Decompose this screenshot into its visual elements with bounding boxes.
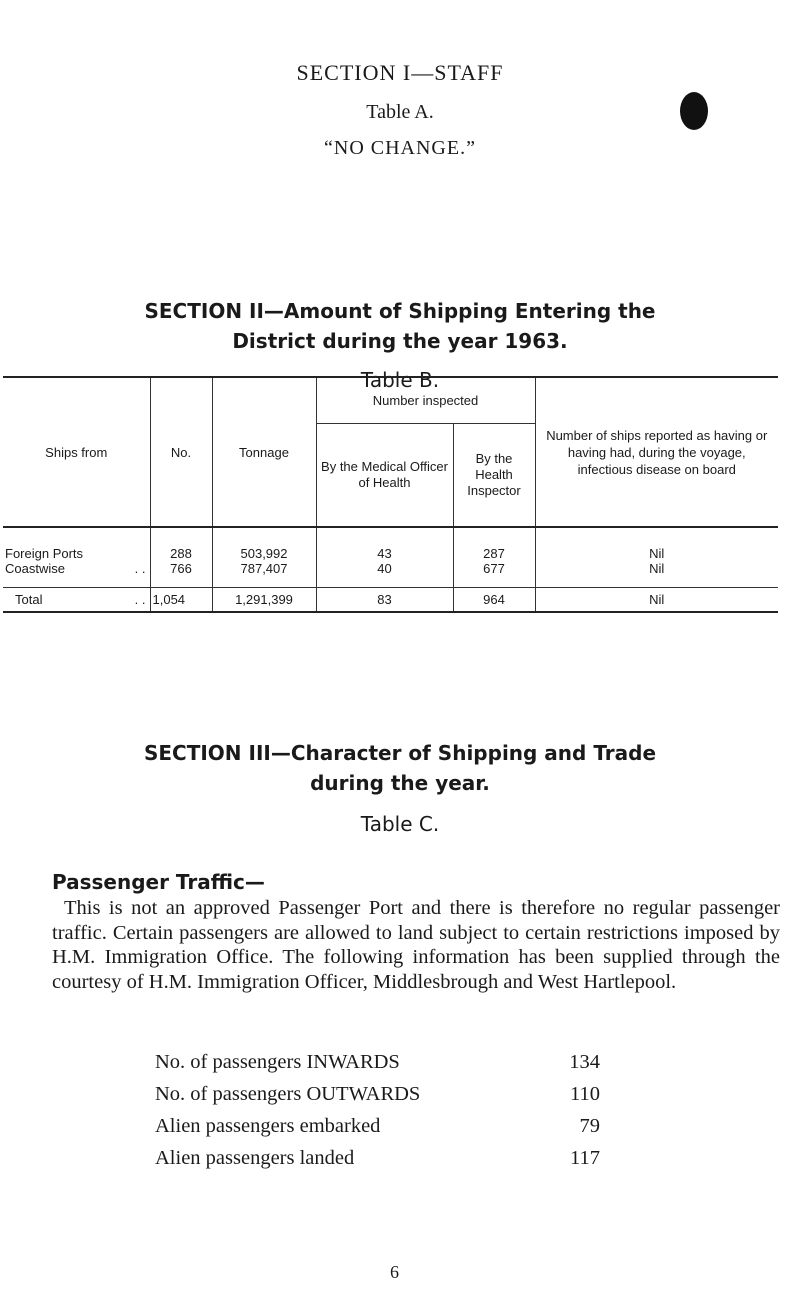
stat-value: 110 <box>570 1083 600 1105</box>
stat-value: 117 <box>570 1147 600 1169</box>
section-2-title-line-2: District during the year 1963. <box>232 329 568 353</box>
passenger-traffic-heading: Passenger Traffic— <box>52 870 265 894</box>
total-label <box>3 587 150 612</box>
stat-label: Alien passengers embarked <box>155 1115 381 1137</box>
stat-value: 79 <box>579 1115 600 1137</box>
section-3-title-line-2: during the year. <box>310 771 490 795</box>
section-1-title: SECTION I—STAFF <box>296 60 504 85</box>
row-tonnage: 787,407 <box>212 561 316 587</box>
total-row <box>3 587 778 612</box>
section-2-title-line-1: SECTION II—Amount of Shipping Entering the <box>144 299 656 323</box>
section-2-title <box>0 296 800 356</box>
stat-row-inwards <box>155 1051 600 1074</box>
row-reported: Nil <box>535 561 778 587</box>
row-from-label: Coastwise <box>5 561 65 576</box>
row-tonnage: 503,992 <box>212 527 316 561</box>
header-by-health-inspector: By the Health Inspector <box>453 423 535 527</box>
header-ships-from: Ships from <box>3 377 150 527</box>
header-reported: Number of ships reported as having or having had, during the voyage, infectious disease on board <box>535 377 778 527</box>
page-number: 6 <box>390 1262 399 1282</box>
stat-label: Alien passengers landed <box>155 1147 355 1169</box>
total-no: 1,054 <box>150 587 212 612</box>
table-row <box>3 527 778 561</box>
row-hi: 677 <box>453 561 535 587</box>
row-hi: 287 <box>453 527 535 561</box>
stat-row-alien-embarked <box>155 1115 600 1138</box>
no-change-note: “NO CHANGE.” <box>324 137 476 159</box>
total-hi: 964 <box>453 587 535 612</box>
leader-dots: . . <box>134 591 146 607</box>
table-row <box>3 561 778 587</box>
stat-value: 134 <box>569 1051 600 1073</box>
section-3-title-line-1: SECTION III—Character of Shipping and Trade <box>143 741 657 765</box>
punch-hole-mark <box>680 92 708 130</box>
shipping-table <box>3 376 778 613</box>
row-reported: Nil <box>649 546 665 561</box>
table-a-label: Table A. <box>366 101 434 123</box>
row-from <box>3 561 150 587</box>
row-no: 288 <box>150 527 212 561</box>
row-from: Foreign Ports <box>3 527 150 561</box>
row-moh: 43 <box>316 527 453 561</box>
stat-row-outwards <box>155 1083 600 1106</box>
stat-label: No. of passengers INWARDS <box>155 1051 400 1073</box>
table-c-label: Table C. <box>360 812 440 836</box>
passenger-paragraph: This is not an approved Passenger Port and there is therefore no regular passenger traffic. Certain passengers are allowed to land subject to certain restrictions imposed by H.M. Immigration Office. The following information has been supplied through the courtesy of H.M. Immigration Officer, Middlesbrough and West Hartlepool. <box>52 897 780 993</box>
stat-label: No. of passengers OUTWARDS <box>155 1083 421 1105</box>
leader-dots: . . <box>134 561 146 576</box>
header-by-medical-officer: By the Medical Officer of Health <box>316 423 453 527</box>
table-b-label: Table B. <box>360 368 440 392</box>
header-no: No. <box>150 377 212 527</box>
total-label-text: Total <box>15 591 43 607</box>
stat-row-alien-landed <box>155 1147 600 1170</box>
row-no: 766 <box>150 561 212 587</box>
total-moh: 83 <box>316 587 453 612</box>
total-reported: Nil <box>535 587 778 612</box>
header-tonnage: Tonnage <box>212 377 316 527</box>
header-number-inspected: Number inspected <box>316 377 535 423</box>
total-tonnage: 1,291,399 <box>212 587 316 612</box>
row-moh: 40 <box>316 561 453 587</box>
section-3-title <box>0 738 800 798</box>
